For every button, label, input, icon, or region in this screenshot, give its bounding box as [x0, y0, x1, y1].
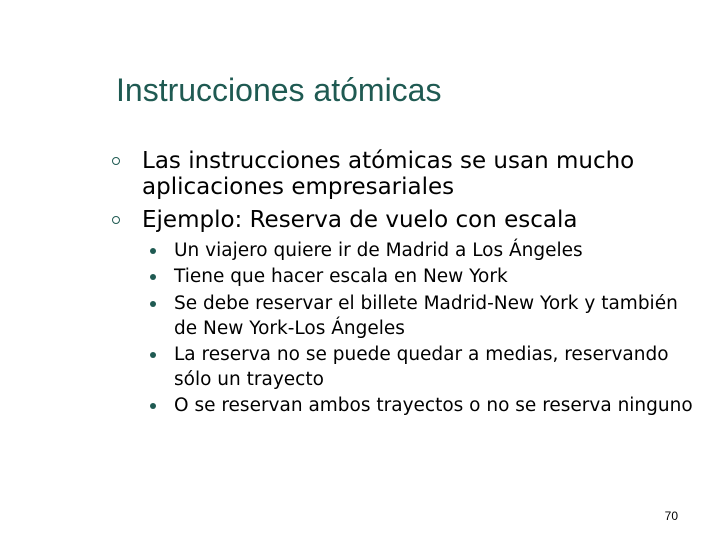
filled-dot-bullet-icon — [150, 352, 156, 358]
subbullet-item-5 — [174, 393, 694, 418]
subbullet-text-5: O se reservan ambos trayectos o no se reserva ninguno — [174, 395, 693, 416]
subbullet-text-4: La reserva no se puede quedar a medias, reservando sólo un trayecto — [174, 344, 669, 390]
subbullet-text-1: Un viajero quiere ir de Madrid a Los Ángeles — [174, 240, 583, 261]
subbullet-text-3: Se debe reservar el billete Madrid-New York y también de New York-Los Ángeles — [174, 293, 678, 339]
subbullet-item-3 — [174, 291, 694, 341]
page-number: 70 — [664, 509, 678, 523]
hollow-circle-bullet-icon — [112, 216, 120, 224]
filled-dot-bullet-icon — [150, 248, 156, 254]
subbullet-item-2 — [174, 264, 694, 289]
subbullet-item-1 — [174, 238, 694, 263]
bullet-item-2 — [142, 207, 702, 233]
hollow-circle-bullet-icon — [112, 157, 120, 165]
subbullet-item-4 — [174, 342, 694, 392]
bullet-text-2: Ejemplo: Reserva de vuelo con escala — [142, 207, 578, 233]
slide-title: Instrucciones atómicas — [116, 72, 442, 108]
bullet-item-1 — [142, 148, 702, 200]
filled-dot-bullet-icon — [150, 301, 156, 307]
bullet-text-1: Las instrucciones atómicas se usan mucho aplicaciones empresariales — [142, 148, 635, 200]
subbullet-text-2: Tiene que hacer escala en New York — [174, 266, 508, 287]
filled-dot-bullet-icon — [150, 403, 156, 409]
filled-dot-bullet-icon — [150, 274, 156, 280]
